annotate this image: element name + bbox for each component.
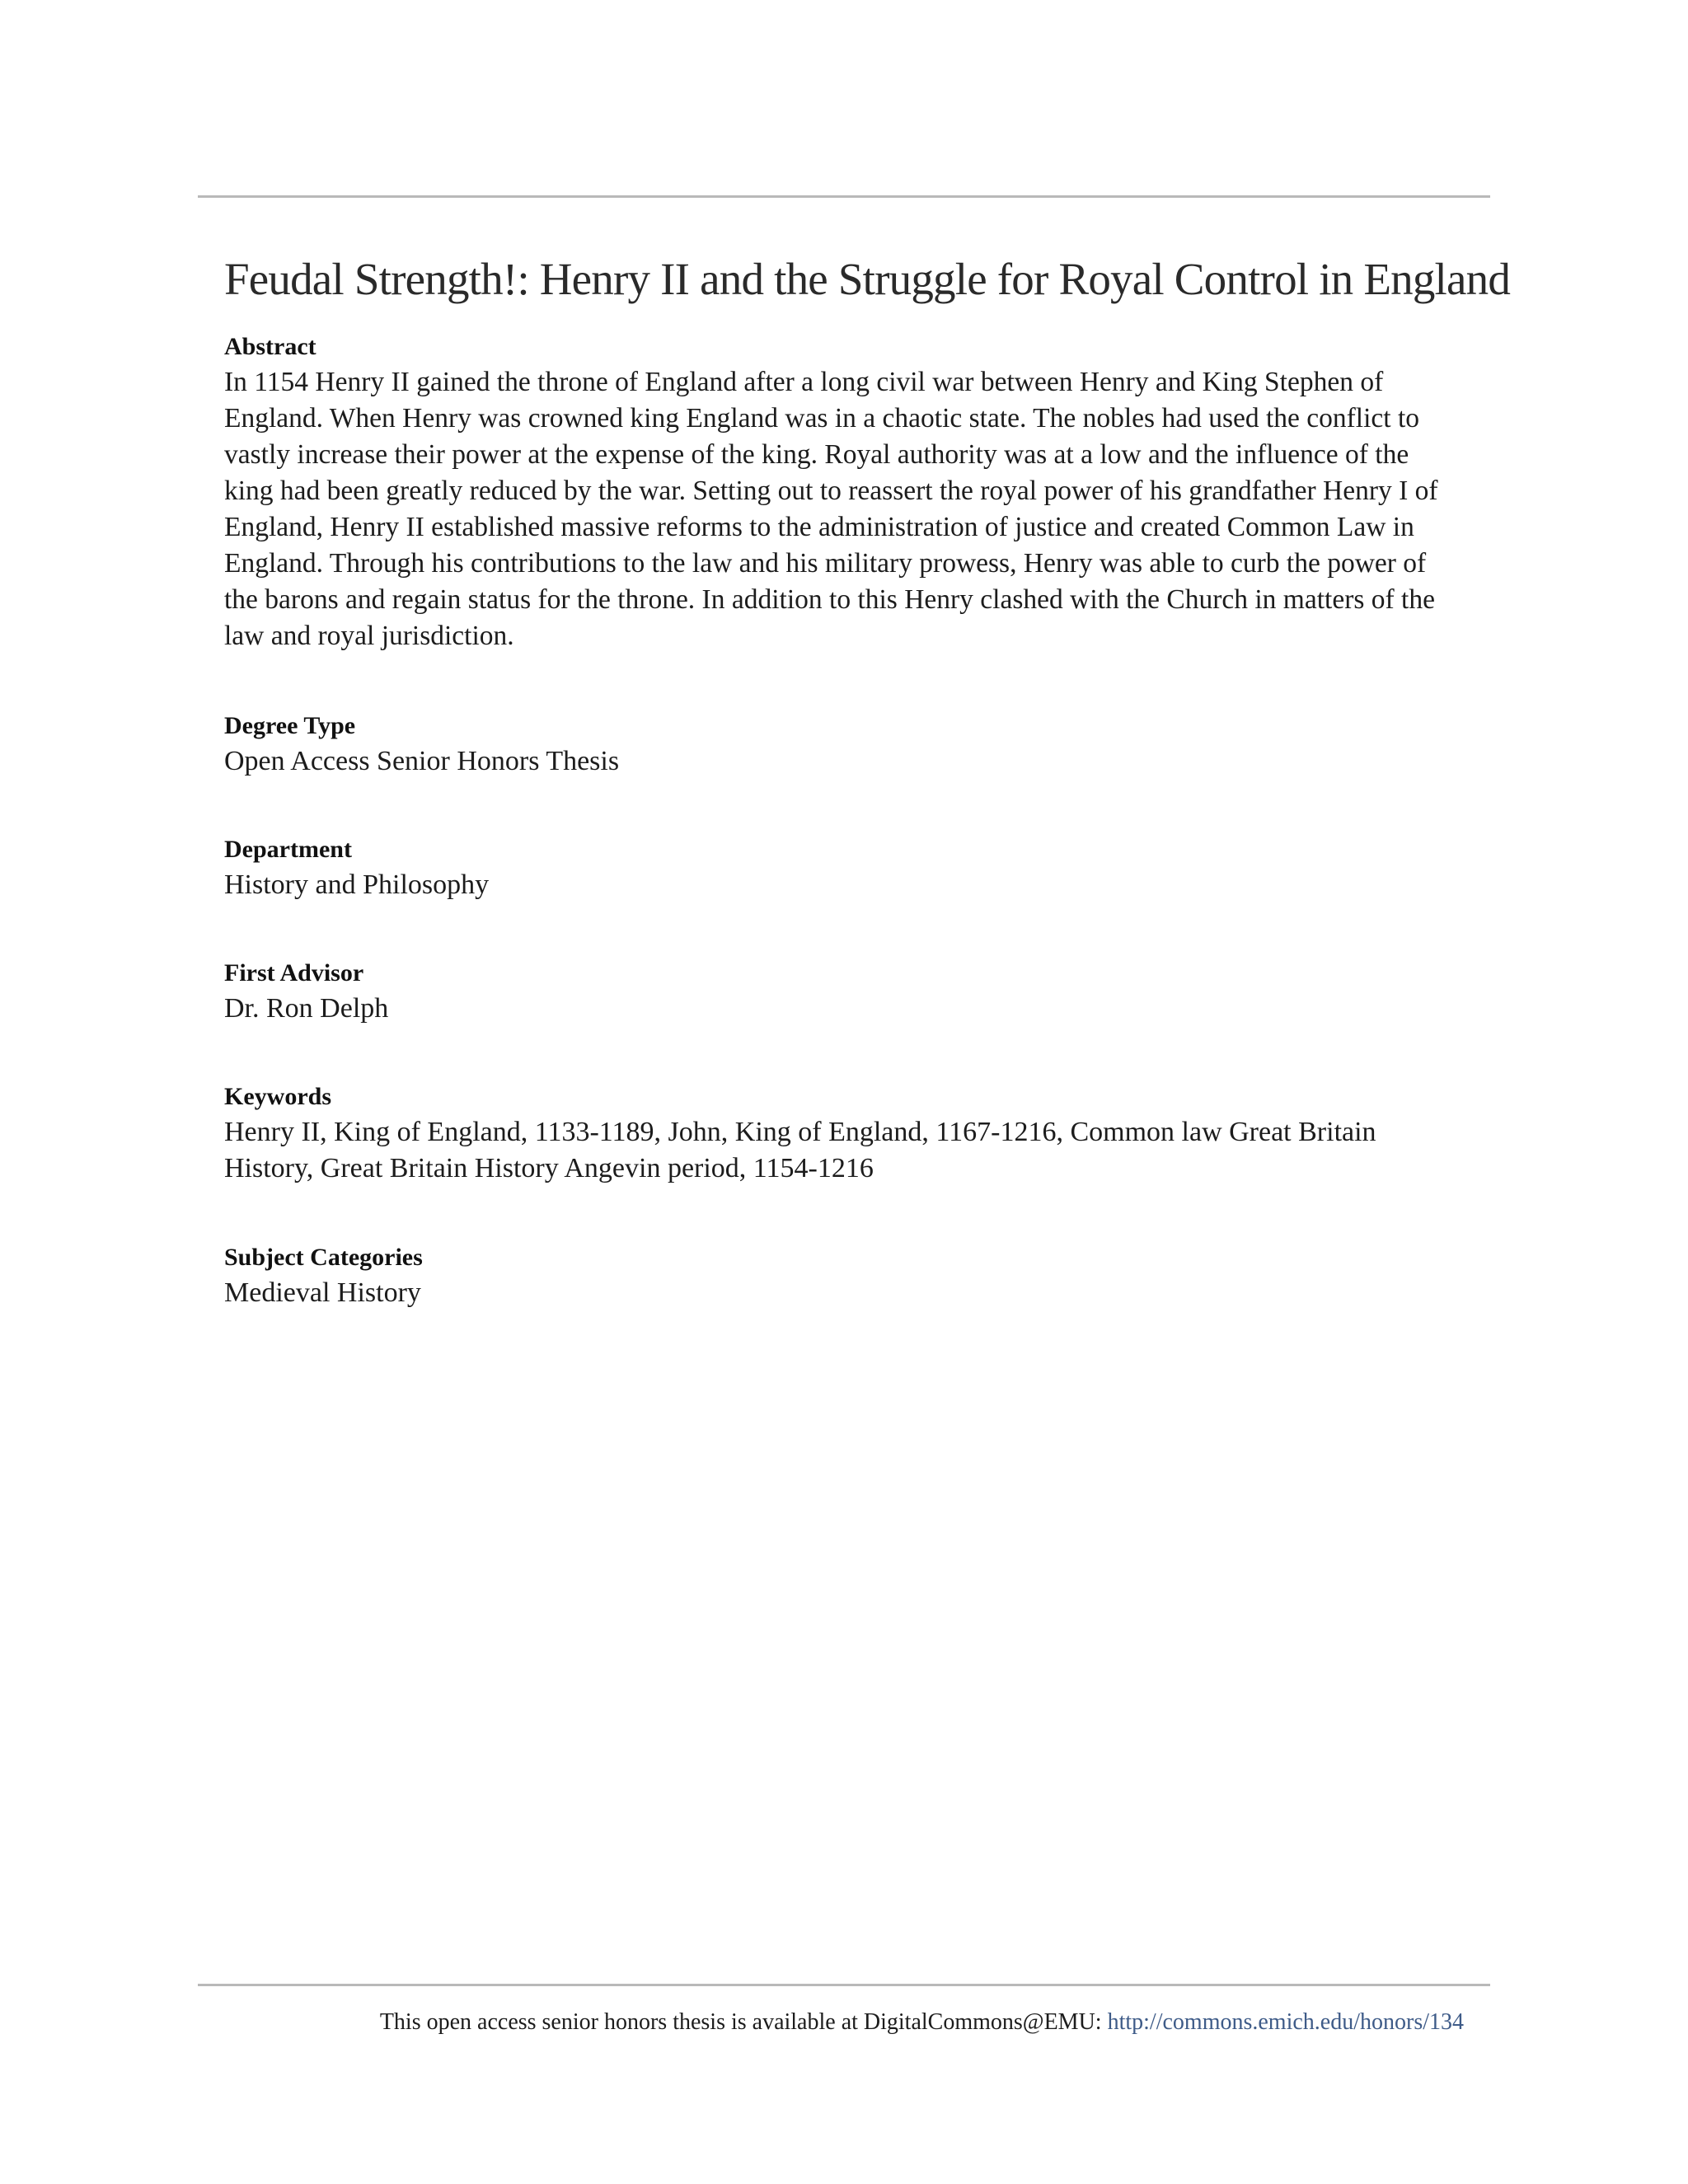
page-title: Feudal Strength!: Henry II and the Struggle for Royal Control in England [224,253,1511,304]
subject-categories-label: Subject Categories [224,1244,423,1271]
degree-type-value: Open Access Senior Honors Thesis [224,746,620,776]
footer-text: This open access senior honors thesis is available at DigitalCommons@EMU: [379,2009,1108,2035]
abstract-text: In 1154 Henry II gained the throne of England after a long civil war between Henry and King Stephen of England. When Henry was crowned king England was in a chaotic state. The nobles had used the conflict to vastly increase their power at the expense of the king. Royal authority was at a low and the influence of the king had been greatly reduced by the war. Setting out to reassert the royal power of his grandfather Henry I of England, Henry II established massive reforms to the administration of justice and created Common Law in England. Through his contributions to the law and his military prowess, Henry was able to curb the power of the barons and regain status for the throne. In addition to this Henry clashed with the Church in matters of the law and royal jurisdiction. [224,367,1438,651]
degree-type-section [224,709,1461,780]
degree-type-label: Degree Type [224,712,356,739]
footer-link[interactable]: http://commons.emich.edu/honors/134 [1107,2009,1464,2035]
department-value: History and Philosophy [224,869,490,900]
subject-categories-section [224,1240,1461,1311]
keywords-section [224,1080,1461,1187]
department-label: Department [224,836,352,863]
bottom-divider [198,1984,1490,1986]
availability-footer [380,2006,1464,2039]
department-section [224,832,1461,903]
subject-categories-value: Medieval History [224,1277,421,1308]
keywords-label: Keywords [224,1083,331,1110]
abstract-section [224,330,1461,654]
first-advisor-section [224,956,1461,1027]
abstract-label: Abstract [224,333,316,360]
top-divider [198,195,1490,198]
first-advisor-value: Dr. Ron Delph [224,993,389,1024]
keywords-value: Henry II, King of England, 1133-1189, John, King of England, 1167-1216, Common law Great Britain History, Great Britain History Angevin period, 1154-1216 [224,1117,1376,1183]
first-advisor-label: First Advisor [224,959,364,987]
